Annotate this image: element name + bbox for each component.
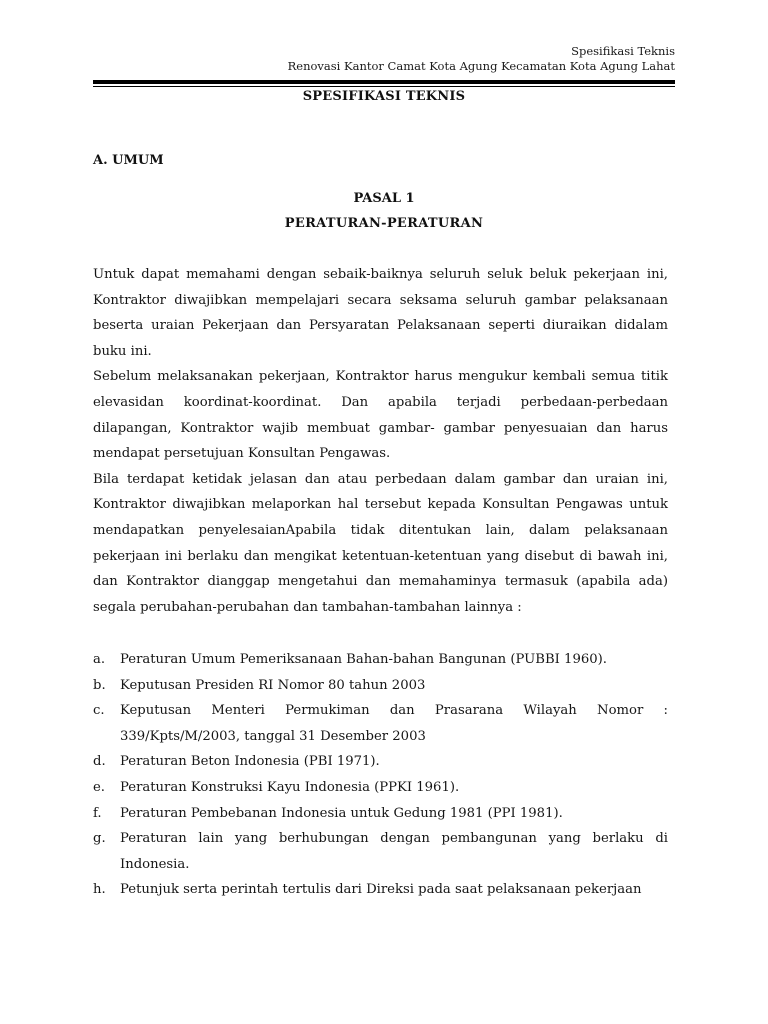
paragraph: Sebelum melaksanakan pekerjaan, Kontraktor harus mengukur kembali semua titik elevasidan koordinat-koordinat. Dan apabila terjadi perbedaan-perbedaan dilapangan, Kontraktor wajib membuat gambar- gambar penyesuaian dan harus mendapat persetujuan Konsultan Pengawas. — [93, 369, 668, 462]
list-item-text: Peraturan Beton Indonesia (PBI 1971). — [120, 754, 380, 770]
header-doc-type: Spesifikasi Teknis — [571, 44, 675, 58]
pasal-title: PERATURAN-PERATURAN — [284, 216, 484, 231]
paragraph: Bila terdapat ketidak jelasan dan atau perbedaan dalam gambar dan uraian ini, Kontraktor diwajibkan melaporkan hal tersebut kepada Konsultan Pengawas untuk mendapatkan penyelesaianApabila tidak ditentukan lain, dalam pelaksanaan pekerjaan ini berlaku dan mengikat ketentuan-ketentuan yang disebut di bawah ini, dan Kontraktor dianggap mengetahui dan memahaminya termasuk (apabila ada) segala perubahan-perubahan dan tambahan-tambahan lainnya : — [93, 471, 668, 615]
list-item-text: Keputusan Presiden RI Nomor 80 tahun 2003 — [120, 677, 426, 693]
regulations-list — [93, 647, 668, 903]
header-rule-thick — [93, 80, 675, 84]
list-item-text: Petunjuk serta perintah tertulis dari Direksi pada saat pelaksanaan pekerjaan — [120, 882, 642, 898]
header-project: Renovasi Kantor Camat Kota Agung Kecamatan Kota Agung Lahat — [287, 59, 675, 73]
list-item — [93, 698, 668, 749]
list-item — [93, 826, 668, 877]
header-rule-thin — [93, 86, 675, 87]
list-item — [93, 775, 668, 801]
list-item — [93, 801, 668, 827]
section-heading: A. UMUM — [93, 153, 164, 168]
list-marker: h. — [93, 882, 106, 898]
list-marker: b. — [93, 677, 106, 693]
document-title: SPESIFIKASI TEKNIS — [302, 89, 466, 104]
list-item-text: Peraturan Umum Pemeriksanaan Bahan-bahan Bangunan (PUBBI 1960). — [120, 652, 607, 667]
list-item-text: Peraturan lain yang berhubungan dengan pembangunan yang berlaku di Indonesia. — [120, 831, 668, 872]
list-item-text: Keputusan Menteri Permukiman dan Prasarana Wilayah Nomor : 339/Kpts/M/2003, tanggal 31 Desember 2003 — [120, 703, 668, 744]
list-item — [93, 647, 668, 673]
list-item — [93, 749, 668, 775]
list-marker: c. — [93, 703, 105, 719]
list-marker: a. — [93, 652, 106, 667]
list-item — [93, 673, 668, 699]
list-marker: g. — [93, 831, 106, 847]
running-header — [288, 44, 675, 74]
list-item-text: Peraturan Konstruksi Kayu Indonesia (PPKI 1961). — [120, 779, 460, 795]
list-marker: e. — [93, 779, 105, 795]
paragraph: Untuk dapat memahami dengan sebaik-baiknya seluruh seluk beluk pekerjaan ini, Kontraktor diwajibkan mempelajari secara seksama seluruh gambar pelaksanaan beserta uraian Pekerjaan dan Persyaratan Pelaksanaan seperti diuraikan didalam buku ini. — [93, 267, 668, 359]
list-marker: d. — [93, 754, 106, 770]
body-text — [93, 262, 668, 620]
list-marker: f. — [93, 805, 102, 821]
list-item — [93, 877, 668, 903]
list-item-text: Peraturan Pembebanan Indonesia untuk Gedung 1981 (PPI 1981). — [120, 805, 563, 821]
pasal-number: PASAL 1 — [353, 191, 415, 206]
